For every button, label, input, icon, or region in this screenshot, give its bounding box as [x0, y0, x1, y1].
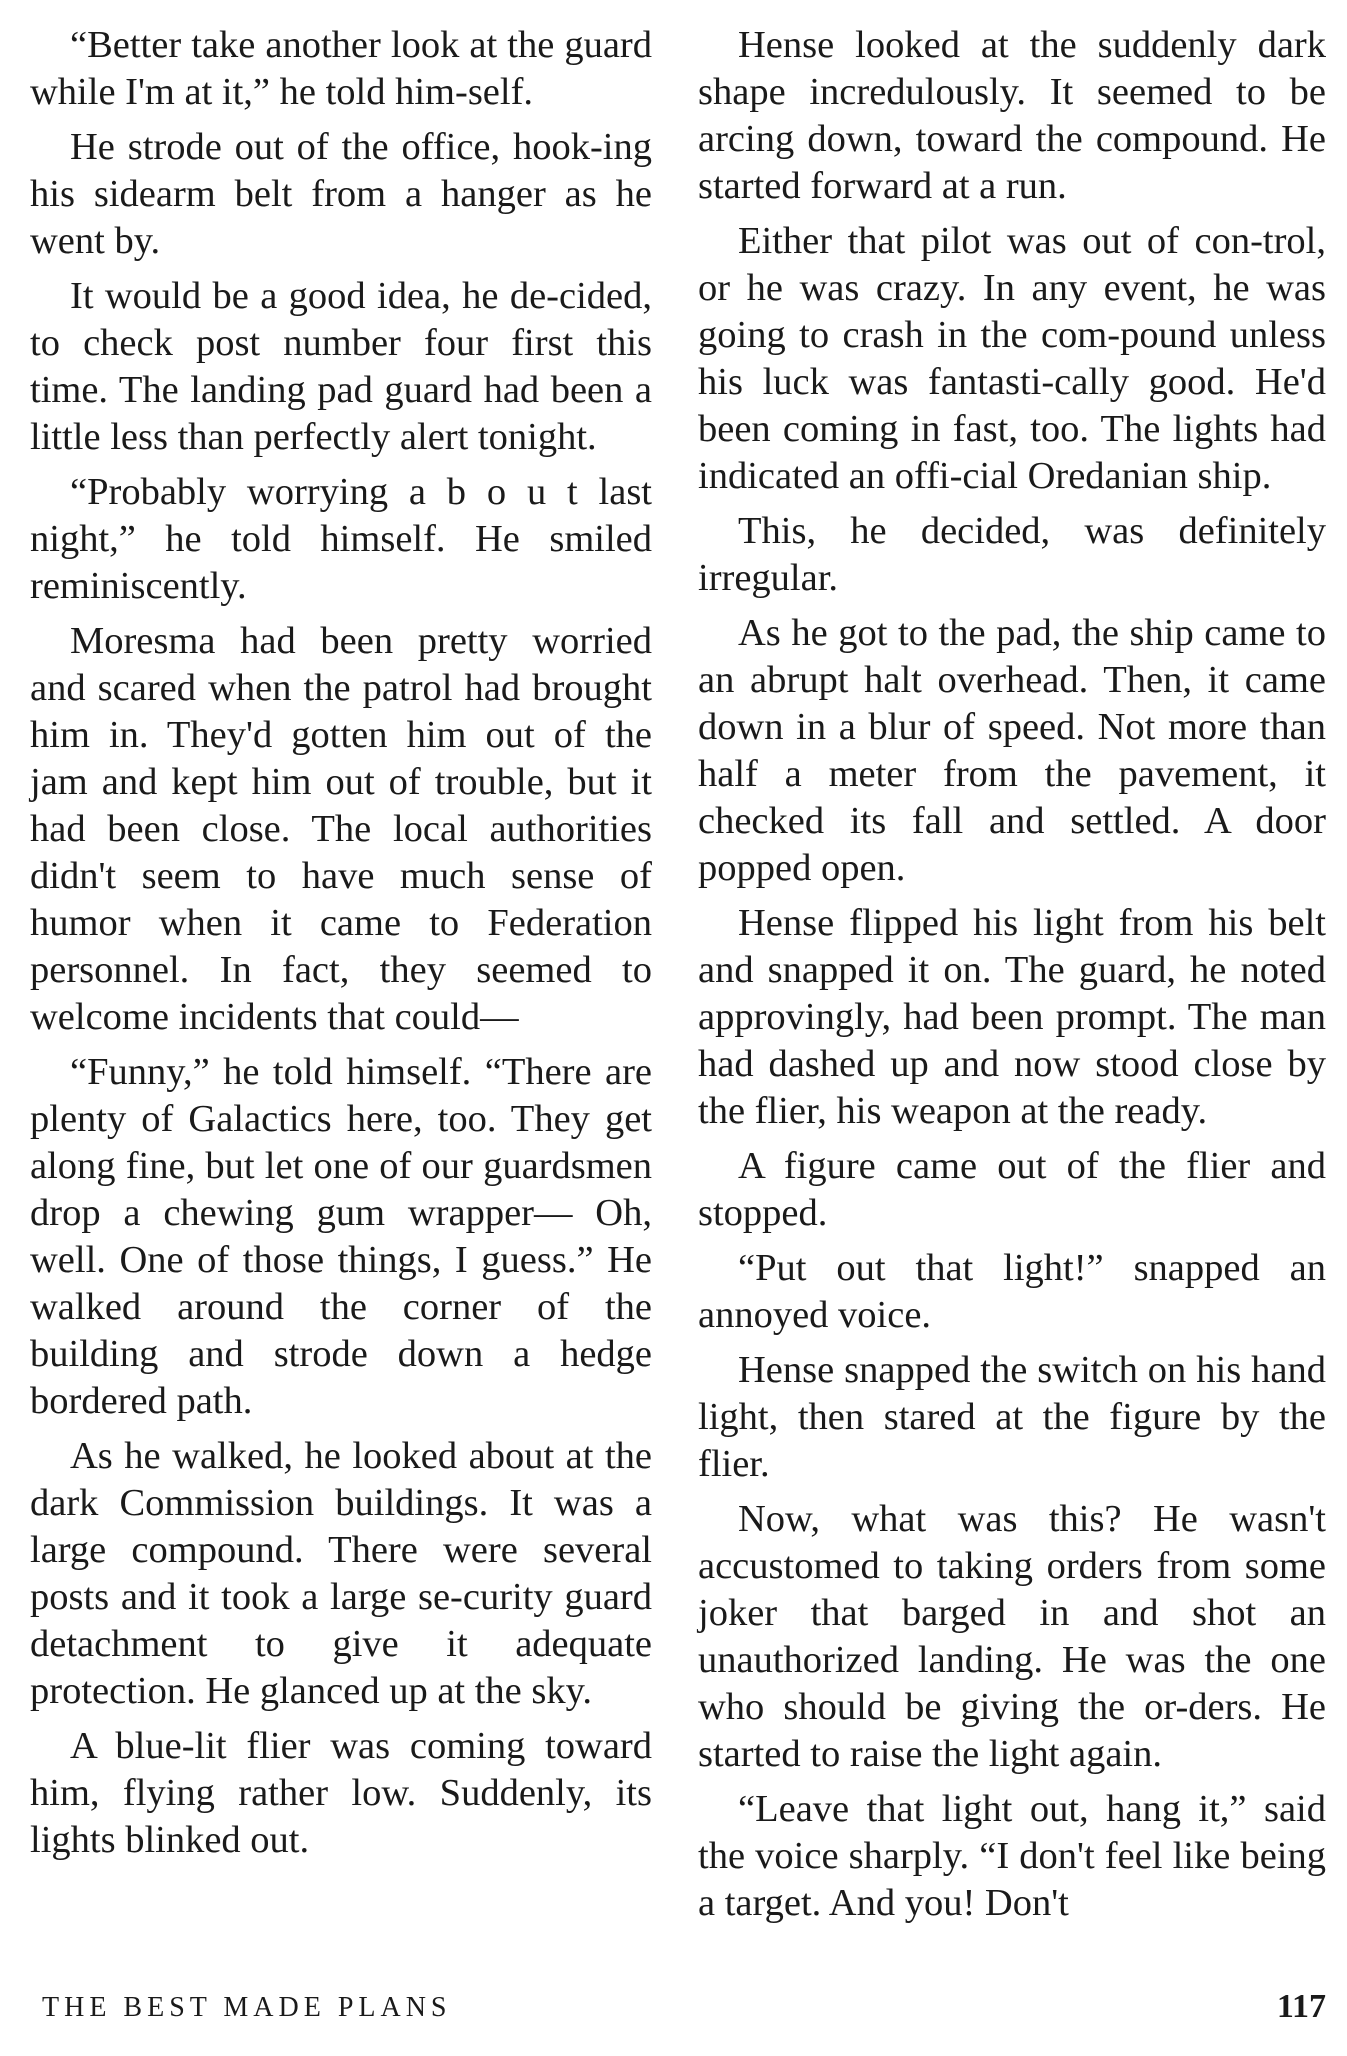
page-footer	[30, 1988, 1326, 2032]
paragraph: As he got to the pad, the ship came to an abrupt halt overhead. Then, it came down in a blur of speed. Not more than half a meter from the pavement, it checked its fall and settled. A door popped open.	[698, 612, 1326, 889]
paragraph: Hense flipped his light from his belt and snapped it on. The guard, he noted approvingly, had been prompt. The man had dashed up and now stood close by the flier, his weapon at the ready.	[698, 902, 1326, 1132]
paragraph: “Better take another look at the guard while I'm at it,” he told him-self.	[30, 24, 652, 113]
paragraph: Hense snapped the switch on his hand light, then stared at the figure by the flier.	[698, 1349, 1326, 1485]
paragraph: As he walked, he looked about at the dark Commission buildings. It was a large compound. There were several posts and it took a large se-curity guard detachment to give it adequate protection. He glanced up at the sky.	[30, 1435, 652, 1712]
paragraph: “Funny,” he told himself. “There are plenty of Galactics here, too. They get along fine, but let one of our guardsmen drop a chewing gum wrapper— Oh, well. One of those things, I guess.” He walked around the corner of the building and strode down a hedge bordered path.	[30, 1051, 652, 1422]
paragraph: He strode out of the office, hook-ing his sidearm belt from a hanger as he went by.	[30, 126, 652, 262]
running-title: THE BEST MADE PLANS	[42, 1992, 452, 2023]
paragraph: Hense looked at the suddenly dark shape incredulously. It seemed to be arcing down, toward the compound. He started forward at a run.	[698, 24, 1326, 207]
paragraph: It would be a good idea, he de-cided, to check post number four first this time. The landing pad guard had been a little less than perfectly alert tonight.	[30, 275, 652, 458]
paragraph: “Put out that light!” snapped an annoyed voice.	[698, 1247, 1326, 1336]
paragraph: “Probably worrying a b o u t last night,” he told himself. He smiled reminiscently.	[30, 471, 652, 607]
paragraph: Now, what was this? He wasn't accustomed to taking orders from some joker that barged in and shot an unauthorized landing. He was the one who should be giving the or-ders. He started to raise the light again.	[698, 1498, 1326, 1775]
paragraph: A figure came out of the flier and stopped.	[698, 1145, 1326, 1234]
page-number: 117	[1276, 1988, 1326, 2025]
right-text-column	[698, 22, 1326, 1935]
paragraph: A blue-lit flier was coming toward him, flying rather low. Suddenly, its lights blinked out.	[30, 1725, 652, 1861]
paragraph: Moresma had been pretty worried and scared when the patrol had brought him in. They'd gotten him out of the jam and kept him out of trouble, but it had been close. The local authorities didn't seem to have much sense of humor when it came to Federation personnel. In fact, they seemed to welcome incidents that could—	[30, 620, 652, 1038]
paragraph: This, he decided, was definitely irregular.	[698, 510, 1326, 599]
paragraph: “Leave that light out, hang it,” said the voice sharply. “I don't feel like being a target. And you! Don't	[698, 1788, 1326, 1924]
paragraph: Either that pilot was out of con-trol, or he was crazy. In any event, he was going to crash in the com-pound unless his luck was fantasti-cally good. He'd been coming in fast, too. The lights had indicated an offi-cial Oredanian ship.	[698, 220, 1326, 497]
left-text-column	[30, 22, 652, 1872]
